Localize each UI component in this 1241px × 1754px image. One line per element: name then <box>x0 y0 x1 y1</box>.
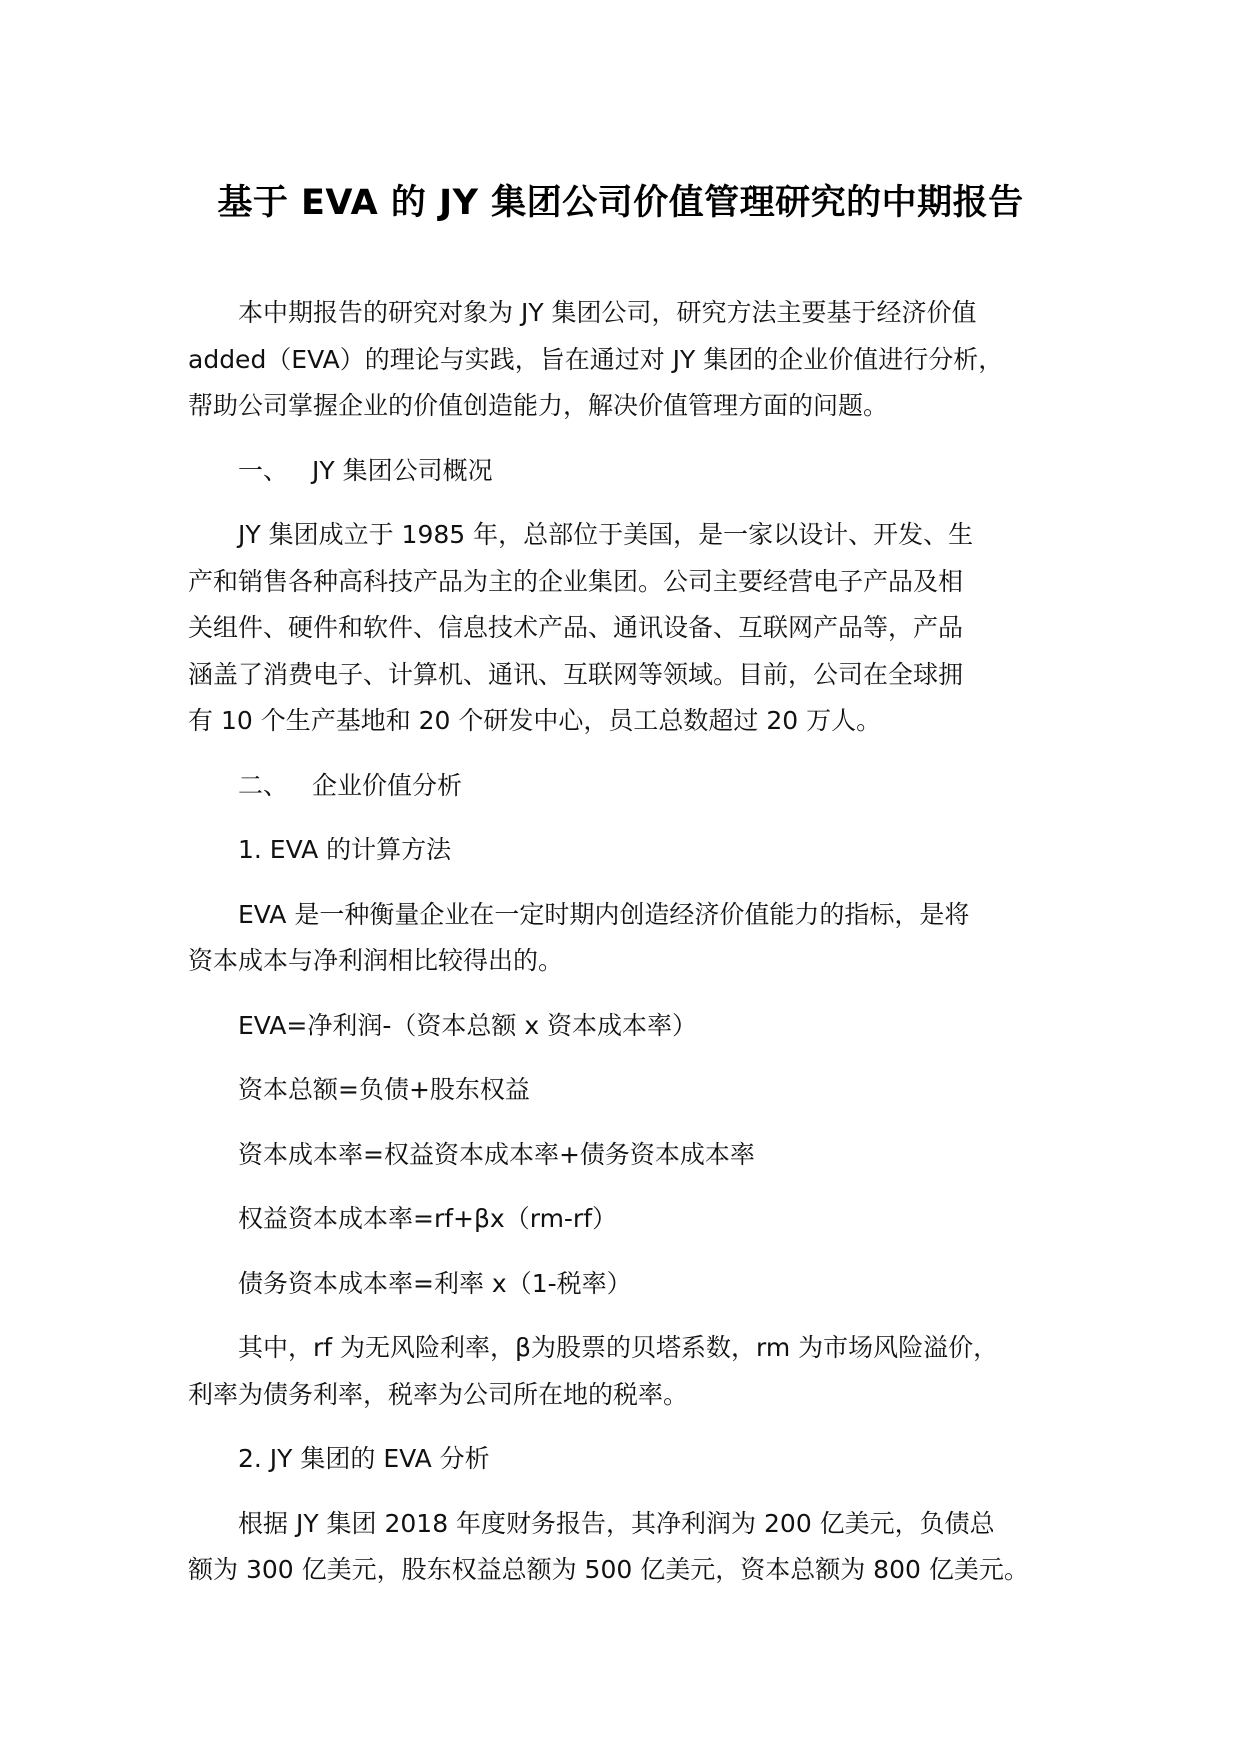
eva-analysis-paragraph <box>188 1501 1068 1594</box>
text-line: 有 10 个生产基地和 20 个研发中心，员工总数超过 20 万人。 <box>188 706 882 735</box>
text-line: 资本成本与净利润相比较得出的。 <box>188 946 564 975</box>
section-heading-text: 企业价值分析 <box>312 770 463 800</box>
document-body <box>188 290 1068 1612</box>
formula-note-paragraph <box>188 1325 1068 1418</box>
text-line: 其中，rf 为无风险利率，β为股票的贝塔系数，rm 为市场风险溢价， <box>238 1333 999 1362</box>
text-line: 本中期报告的研究对象为 JY 集团公司，研究方法主要基于经济价值 <box>238 298 977 327</box>
subsection-heading: 1. EVA 的计算方法 <box>238 835 452 864</box>
page-title: 基于 EVA 的 JY 集团公司价值管理研究的中期报告 <box>217 183 1024 223</box>
formula-line: EVA=净利润-（资本总额 x 资本成本率） <box>238 1010 698 1040</box>
text-line: 关组件、硬件和软件、信息技术产品、通讯设备、互联网产品等，产品 <box>188 613 964 642</box>
section1-paragraph <box>188 512 1068 745</box>
intro-paragraph <box>188 290 1068 430</box>
formula-line: 债务资本成本率=利率 x（1-税率） <box>238 1268 632 1298</box>
section-heading <box>188 448 1068 495</box>
text-line: 帮助公司掌握企业的价值创造能力，解决价值管理方面的问题。 <box>188 391 889 420</box>
text-line: 利率为债务利率，税率为公司所在地的税率。 <box>188 1379 689 1409</box>
text-line: EVA 是一种衡量企业在一定时期内创造经济价值能力的指标，是将 <box>238 899 970 929</box>
section-number: 二、 <box>238 770 289 800</box>
text-line: 根据 JY 集团 2018 年度财务报告，其净利润为 200 亿美元，负债总 <box>238 1508 995 1538</box>
section-heading <box>188 763 1068 810</box>
text-line: 额为 300 亿美元，股东权益总额为 500 亿美元，资本总额为 800 亿美元。 <box>188 1555 1029 1584</box>
eva-definition-paragraph <box>188 892 1068 985</box>
text-line: added（EVA）的理论与实践，旨在通过对 JY 集团的企业价值进行分析， <box>188 344 1004 374</box>
formula-line: 资本成本率=权益资本成本率+债务资本成本率 <box>238 1139 755 1169</box>
formula-line: 权益资本成本率=rf+βx（rm-rf） <box>238 1204 618 1233</box>
formula-line: 资本总额=负债+股东权益 <box>238 1075 530 1104</box>
subsection-heading: 2. JY 集团的 EVA 分析 <box>238 1444 490 1473</box>
text-line: 涵盖了消费电子、计算机、通讯、互联网等领域。目前，公司在全球拥 <box>188 659 964 689</box>
section-number: 一、 <box>238 455 289 485</box>
section-heading-text: JY 集团公司概况 <box>312 455 493 485</box>
text-line: JY 集团成立于 1985 年，总部位于美国，是一家以设计、开发、生 <box>238 520 974 549</box>
text-line: 产和销售各种高科技产品为主的企业集团。公司主要经营电子产品及相 <box>188 566 964 596</box>
